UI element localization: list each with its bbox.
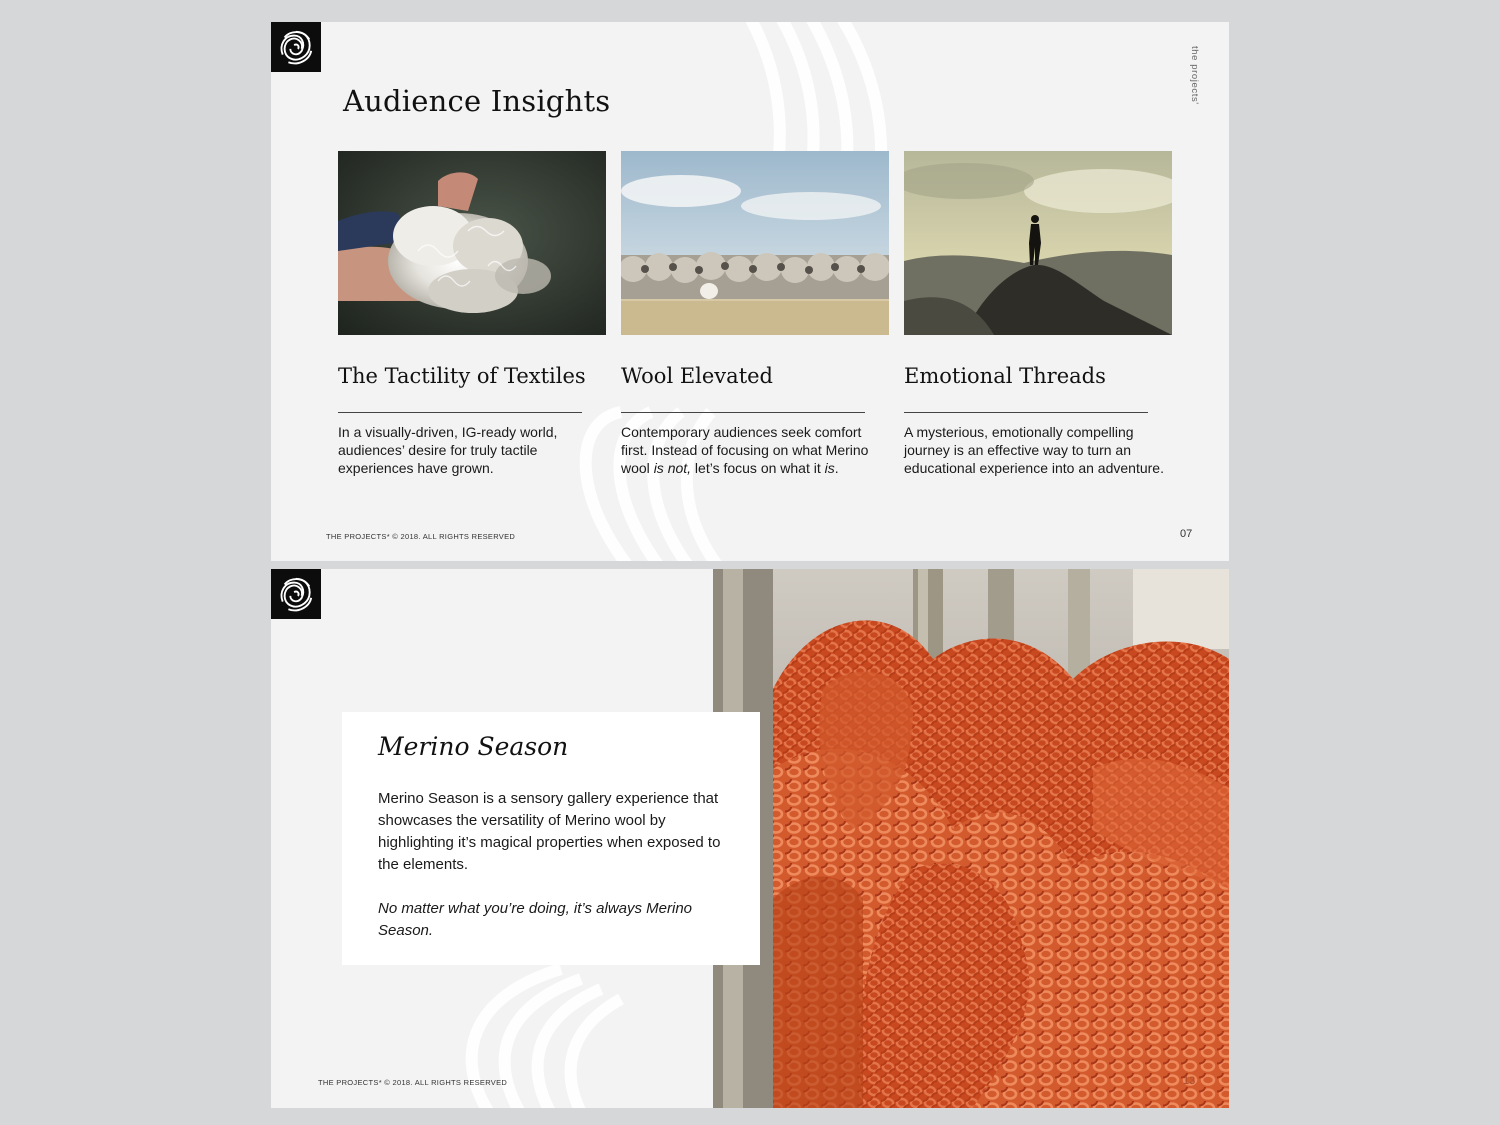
card-divider bbox=[904, 412, 1148, 413]
wool-mark-logo bbox=[271, 569, 321, 619]
card-title-emotional-threads: Emotional Threads bbox=[904, 364, 1106, 388]
photo-hands-with-wool bbox=[338, 151, 606, 335]
wool-mark-logo-icon bbox=[277, 575, 315, 613]
photo-silhouette-on-hill bbox=[904, 151, 1172, 335]
slide-merino-season bbox=[271, 569, 1229, 1108]
wool-mark-logo bbox=[271, 22, 321, 72]
card-divider bbox=[621, 412, 865, 413]
footer-copyright: THE PROJECTS* © 2018. ALL RIGHTS RESERVED bbox=[326, 532, 516, 541]
card-title-wool-elevated: Wool Elevated bbox=[621, 364, 774, 388]
info-tagline: No matter what you’re doing, it’s always Merino Season. bbox=[378, 900, 693, 939]
page-number: 13 bbox=[1183, 1075, 1196, 1087]
card-text-emphasis: is not, bbox=[653, 460, 692, 476]
wool-mark-logo-icon bbox=[277, 28, 315, 66]
hero-photo-orange-knit-installation bbox=[713, 569, 1229, 1108]
info-card bbox=[342, 712, 760, 965]
card-text-emotional-threads: A mysterious, emotionally compelling journey is an effective way to turn an educational experience into an adventure. bbox=[904, 424, 1164, 476]
photo-sheep-flock bbox=[621, 151, 889, 335]
slide-audience-insights bbox=[271, 22, 1229, 561]
footer-copyright: THE PROJECTS* © 2018. ALL RIGHTS RESERVED bbox=[318, 1078, 508, 1087]
info-body-text: Merino Season is a sensory gallery experience that showcases the versatility of Merino wool by highlighting it’s magical properties when exposed to the elements. bbox=[378, 790, 721, 873]
card-text-emphasis: is bbox=[824, 460, 835, 476]
card-text-part: let’s focus on what it bbox=[691, 460, 825, 476]
card-title-tactility: The Tactility of Textiles bbox=[338, 364, 586, 388]
side-brand-label: the projects' bbox=[1189, 46, 1200, 105]
card-text-part: Contemporary audiences seek comfort first. Instead of focusing on what Merino wool bbox=[621, 424, 869, 476]
card-divider bbox=[338, 412, 582, 413]
page-number: 07 bbox=[1180, 528, 1193, 540]
slide-title: Merino Season bbox=[378, 732, 569, 761]
slide-title: Audience Insights bbox=[343, 84, 611, 118]
card-text-part: . bbox=[834, 460, 839, 476]
card-text-tactility: In a visually-driven, IG-ready world, audiences’ desire for truly tactile experiences have grown. bbox=[338, 424, 558, 476]
card-text-wool-elevated bbox=[621, 423, 887, 477]
